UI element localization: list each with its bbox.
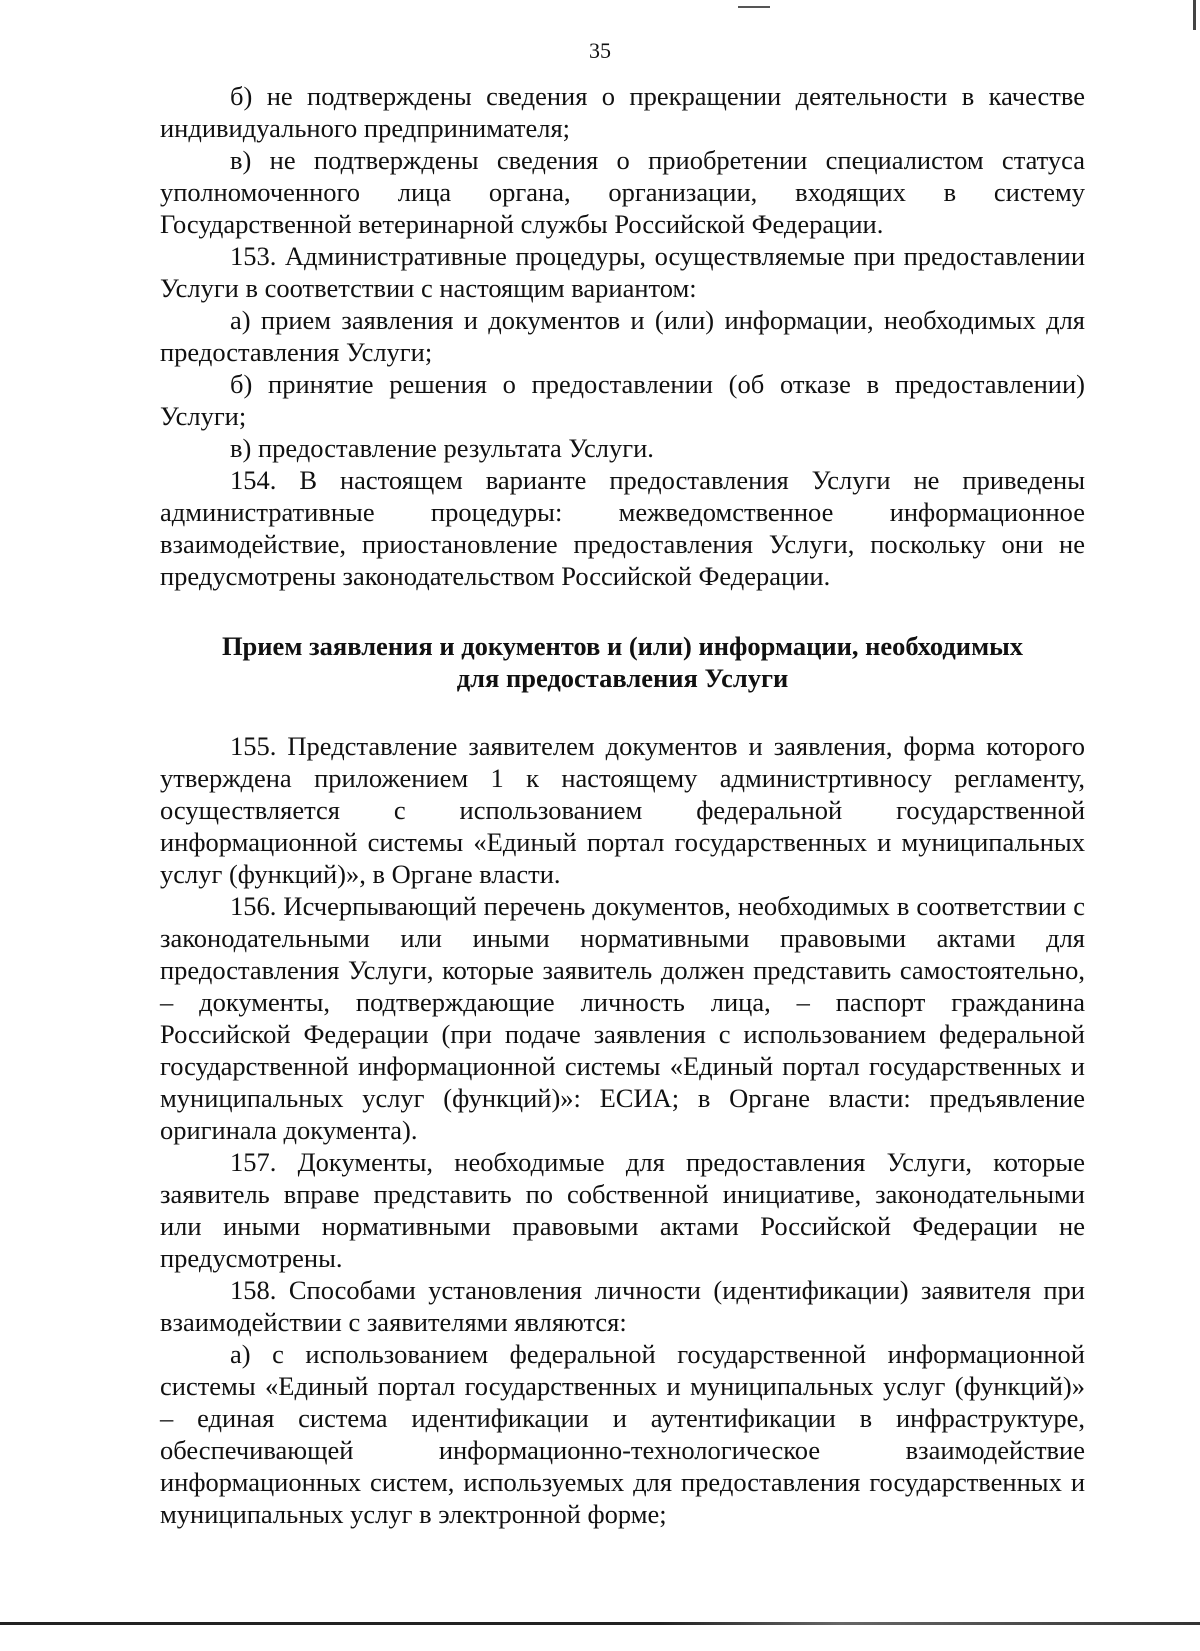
scan-artifact-right [1193,0,1196,30]
paragraph-158-a: а) с использованием федеральной государственной информационной системы «Единый портал государственных и муниципальных услуг (функций)» – единая система идентификации и аутентификации в инфраструктуре, обеспечивающей информационно-технологическое взаимодействие информационных систем, используемых для предоставления государственных и муниципальных услуг в электронной форме; [160,1339,1085,1529]
paragraph-152-v: в) не подтверждены сведения о приобретении специалистом статуса уполномоченного лица органа, организации, входящих в систему Государственной ветеринарной службы Российской Федерации. [160,145,1085,239]
document-body [160,80,1085,1530]
paragraph-156: 156. Исчерпывающий перечень документов, необходимых в соответствии с законодательными или иными нормативными правовыми актами для предоставления Услуги, которые заявитель должен представить самостоятельно, – документы, подтверждающие личность лица, – паспорт гражданина Российской Федерации (при подаче заявления с использованием федеральной государственной информационной системы «Единый портал государственных и муниципальных услуг (функций)»: ЕСИА; в Органе власти: предъявление оригинала документа). [160,891,1085,1145]
paragraph-153-a: а) прием заявления и документов и (или) информации, необходимых для предоставления Услуги; [160,305,1085,367]
paragraph-153: 153. Административные процедуры, осуществляемые при предоставлении Услуги в соответствии с настоящим вариантом: [160,241,1085,303]
section-heading-line-1: Прием заявления и документов и (или) информации, необходимых [221,631,1024,661]
paragraph-153-v: в) предоставление результата Услуги. [230,433,654,463]
scan-artifact-top [738,6,770,8]
page-number: 35 [589,38,611,63]
section-heading [160,630,1085,694]
paragraph-157: 157. Документы, необходимые для предоставления Услуги, которые заявитель вправе представить по собственной инициативе, законодательными или иными нормативными правовыми актами Российской Федерации не предусмотрены. [160,1147,1085,1273]
paragraph-158: 158. Способами установления личности (идентификации) заявителя при взаимодействии с заявителями являются: [160,1275,1085,1337]
paragraph-153-b: б) принятие решения о предоставлении (об отказе в предоставлении) Услуги; [160,369,1085,431]
paragraph-152-b: б) не подтверждены сведения о прекращении деятельности в качестве индивидуального предпринимателя; [160,81,1085,143]
section-heading-line-2: для предоставления Услуги [456,663,789,693]
scan-artifact-bottom-line [0,1622,1200,1625]
paragraph-155: 155. Представление заявителем документов и заявления, форма которого утверждена приложением 1 к настоящему администртивносу регламенту, осуществляется с использованием федеральной государственной информационной системы «Единый портал государственных и муниципальных услуг (функций)», в Органе власти. [160,731,1085,889]
paragraph-154: 154. В настоящем варианте предоставления Услуги не приведены административные процедуры: межведомственное информационное взаимодействие, приостановление предоставления Услуги, поскольку они не предусмотрены законодательством Российской Федерации. [160,465,1085,591]
